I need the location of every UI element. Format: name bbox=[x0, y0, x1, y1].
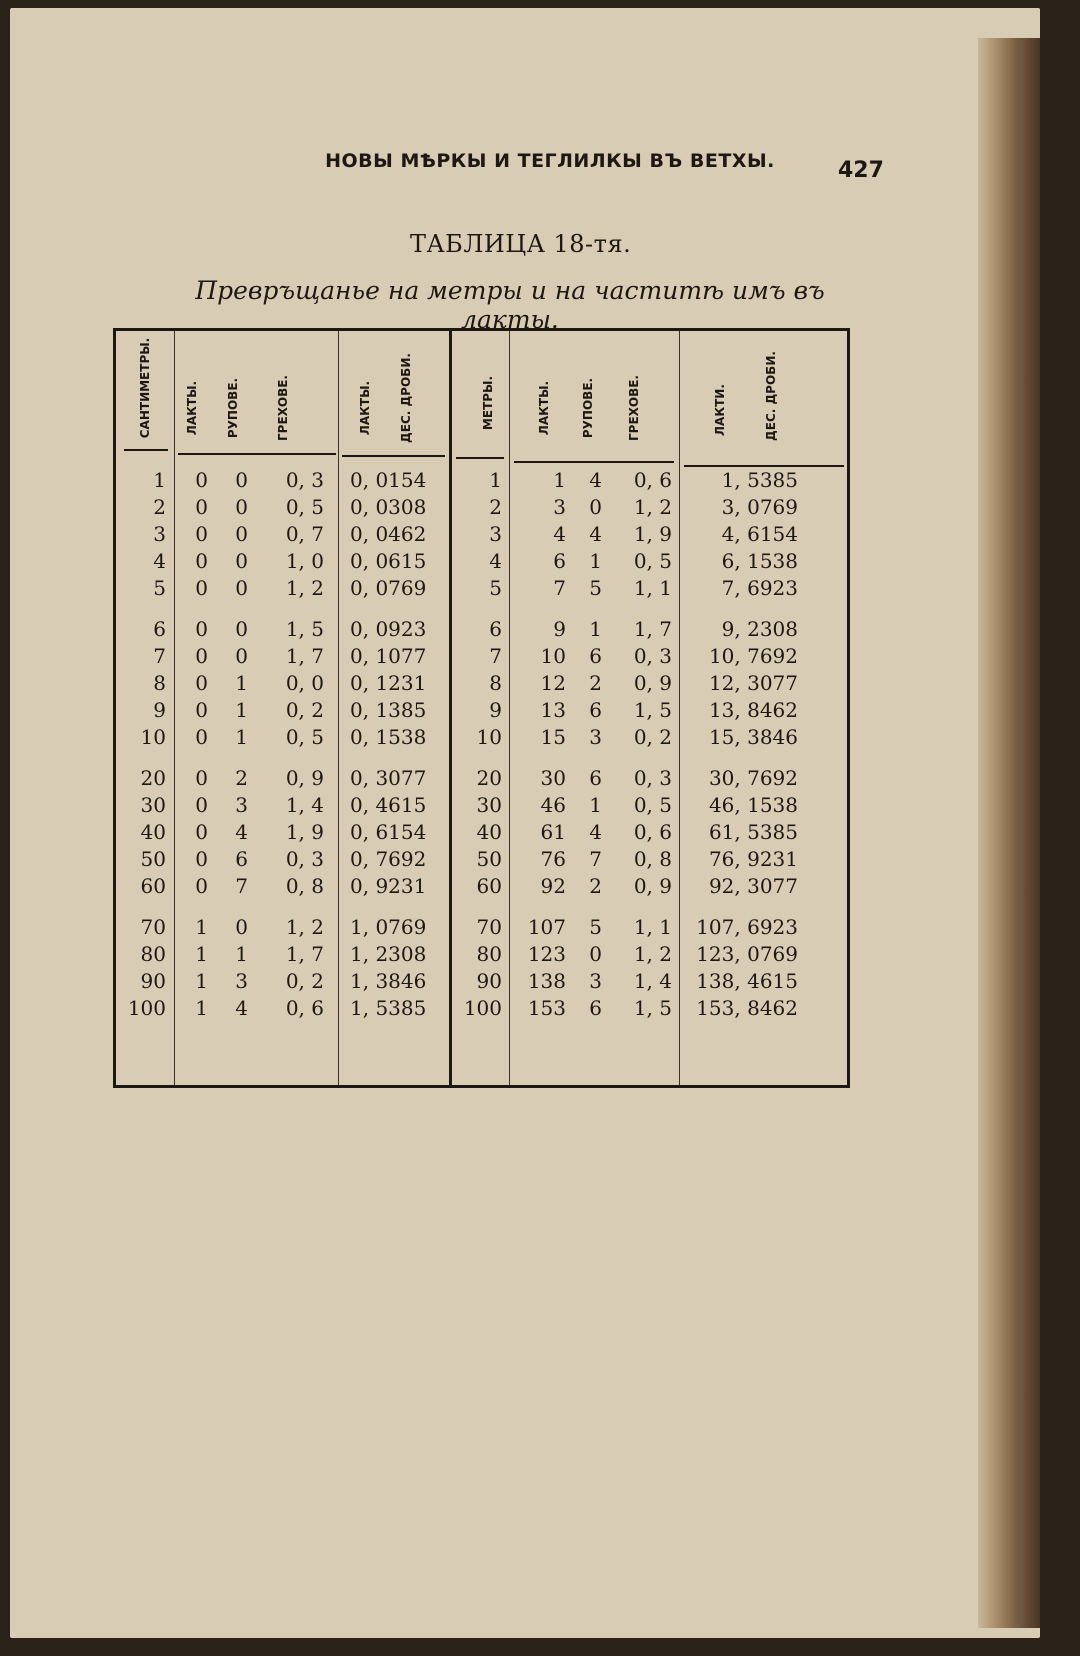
header-rule bbox=[342, 455, 445, 457]
cell-left-1: 1 bbox=[195, 996, 208, 1020]
cell-right-2: 1 bbox=[589, 549, 602, 573]
cell-right-4: 13, 8462 bbox=[708, 698, 798, 722]
cell-right-2: 1 bbox=[589, 793, 602, 817]
cell-right-0: 1 bbox=[489, 468, 502, 492]
cell-right-0: 9 bbox=[489, 698, 502, 722]
cell-left-2: 3 bbox=[235, 793, 248, 817]
cell-right-3: 0, 6 bbox=[633, 820, 672, 844]
cell-right-0: 7 bbox=[489, 644, 502, 668]
cell-left-4: 0, 9231 bbox=[350, 874, 427, 898]
cell-left-4: 0, 7692 bbox=[350, 847, 427, 871]
table-row bbox=[116, 792, 853, 819]
cell-left-1: 0 bbox=[195, 644, 208, 668]
header-lakty-2: ЛАКТЫ. bbox=[358, 380, 372, 436]
cell-left-2: 1 bbox=[235, 671, 248, 695]
cell-right-0: 90 bbox=[476, 969, 502, 993]
cell-right-2: 5 bbox=[589, 576, 602, 600]
cell-left-2: 0 bbox=[235, 576, 248, 600]
cell-right-2: 6 bbox=[589, 996, 602, 1020]
header-santimetry: САНТИМЕТРЫ. bbox=[138, 337, 152, 439]
header-grehove-2: ГРЕХОВЕ. bbox=[627, 375, 641, 441]
cell-left-0: 10 bbox=[140, 725, 166, 749]
cell-right-4: 153, 8462 bbox=[696, 996, 798, 1020]
cell-left-1: 0 bbox=[195, 522, 208, 546]
cell-right-4: 1, 5385 bbox=[721, 468, 798, 492]
cell-left-0: 1 bbox=[153, 468, 166, 492]
cell-right-1: 13 bbox=[540, 698, 566, 722]
cell-left-2: 0 bbox=[235, 644, 248, 668]
table-title: ТАБЛИЦА 18-тя. bbox=[410, 230, 632, 258]
cell-right-1: 30 bbox=[540, 766, 566, 790]
cell-left-3: 1, 4 bbox=[285, 793, 324, 817]
cell-left-4: 0, 0615 bbox=[350, 549, 427, 573]
cell-right-2: 6 bbox=[589, 698, 602, 722]
table-row bbox=[116, 616, 853, 643]
cell-left-1: 0 bbox=[195, 617, 208, 641]
cell-right-2: 6 bbox=[589, 644, 602, 668]
table-row bbox=[116, 494, 853, 521]
cell-right-3: 0, 9 bbox=[633, 671, 672, 695]
cell-left-4: 1, 0769 bbox=[350, 915, 427, 939]
cell-left-0: 70 bbox=[140, 915, 166, 939]
cell-left-4: 0, 1231 bbox=[350, 671, 427, 695]
cell-right-4: 7, 6923 bbox=[721, 576, 798, 600]
cell-right-3: 1, 5 bbox=[633, 698, 672, 722]
cell-left-2: 4 bbox=[235, 820, 248, 844]
cell-left-1: 0 bbox=[195, 847, 208, 871]
cell-left-4: 0, 1385 bbox=[350, 698, 427, 722]
cell-left-1: 1 bbox=[195, 969, 208, 993]
cell-right-0: 80 bbox=[476, 942, 502, 966]
cell-right-4: 61, 5385 bbox=[708, 820, 798, 844]
table-row bbox=[116, 873, 853, 900]
cell-left-4: 0, 4615 bbox=[350, 793, 427, 817]
cell-right-0: 3 bbox=[489, 522, 502, 546]
cell-left-2: 0 bbox=[235, 549, 248, 573]
table-subtitle: Превръщанье на метры и на частитѣ имъ въ лакты. bbox=[195, 276, 825, 334]
cell-right-0: 6 bbox=[489, 617, 502, 641]
cell-left-4: 0, 0154 bbox=[350, 468, 427, 492]
cell-right-2: 0 bbox=[589, 942, 602, 966]
cell-right-2: 6 bbox=[589, 766, 602, 790]
running-head: НОВЫ МѢРКЫ И ТЕГЛИЛКЫ ВЪ ВЕТХЫ. bbox=[325, 150, 775, 172]
header-lakty-3: ЛАКТЫ. bbox=[537, 380, 551, 436]
conversion-table bbox=[113, 328, 850, 1088]
cell-right-4: 76, 9231 bbox=[708, 847, 798, 871]
cell-left-4: 0, 6154 bbox=[350, 820, 427, 844]
header-rule bbox=[124, 449, 168, 451]
cell-right-3: 0, 3 bbox=[633, 766, 672, 790]
cell-right-1: 10 bbox=[540, 644, 566, 668]
cell-right-4: 30, 7692 bbox=[708, 766, 798, 790]
cell-left-3: 0, 9 bbox=[285, 766, 324, 790]
cell-right-3: 0, 6 bbox=[633, 468, 672, 492]
cell-left-4: 1, 2308 bbox=[350, 942, 427, 966]
cell-left-3: 1, 7 bbox=[285, 942, 324, 966]
cell-right-3: 0, 8 bbox=[633, 847, 672, 871]
cell-right-4: 6, 1538 bbox=[721, 549, 798, 573]
header-rupove: РУПОВЕ. bbox=[226, 377, 240, 439]
cell-right-3: 1, 9 bbox=[633, 522, 672, 546]
cell-right-2: 4 bbox=[589, 468, 602, 492]
cell-right-2: 4 bbox=[589, 522, 602, 546]
cell-right-1: 6 bbox=[553, 549, 566, 573]
cell-left-3: 0, 5 bbox=[285, 495, 324, 519]
cell-left-2: 0 bbox=[235, 915, 248, 939]
cell-left-0: 4 bbox=[153, 549, 166, 573]
header-rule bbox=[456, 457, 504, 459]
cell-right-2: 3 bbox=[589, 969, 602, 993]
cell-left-0: 30 bbox=[140, 793, 166, 817]
cell-right-0: 50 bbox=[476, 847, 502, 871]
cell-left-4: 0, 0769 bbox=[350, 576, 427, 600]
cell-left-3: 1, 9 bbox=[285, 820, 324, 844]
cell-right-0: 20 bbox=[476, 766, 502, 790]
cell-right-3: 0, 5 bbox=[633, 549, 672, 573]
cell-left-3: 1, 7 bbox=[285, 644, 324, 668]
table-row bbox=[116, 941, 853, 968]
cell-left-3: 0, 6 bbox=[285, 996, 324, 1020]
cell-right-0: 10 bbox=[476, 725, 502, 749]
cell-left-0: 5 bbox=[153, 576, 166, 600]
header-des-drobi: ДЕС. ДРОБИ. bbox=[399, 353, 413, 443]
table-row bbox=[116, 724, 853, 751]
cell-left-2: 6 bbox=[235, 847, 248, 871]
cell-right-0: 70 bbox=[476, 915, 502, 939]
cell-right-0: 30 bbox=[476, 793, 502, 817]
table-row bbox=[116, 670, 853, 697]
cell-left-4: 1, 5385 bbox=[350, 996, 427, 1020]
cell-left-2: 0 bbox=[235, 495, 248, 519]
cell-right-3: 1, 1 bbox=[633, 576, 672, 600]
cell-left-4: 0, 0923 bbox=[350, 617, 427, 641]
cell-left-4: 1, 3846 bbox=[350, 969, 427, 993]
cell-left-4: 0, 1538 bbox=[350, 725, 427, 749]
cell-left-0: 50 bbox=[140, 847, 166, 871]
cell-left-2: 1 bbox=[235, 698, 248, 722]
cell-right-2: 4 bbox=[589, 820, 602, 844]
cell-right-3: 0, 5 bbox=[633, 793, 672, 817]
cell-right-0: 8 bbox=[489, 671, 502, 695]
cell-left-2: 0 bbox=[235, 617, 248, 641]
cell-right-1: 1 bbox=[553, 468, 566, 492]
cell-left-3: 0, 3 bbox=[285, 468, 324, 492]
cell-right-0: 2 bbox=[489, 495, 502, 519]
header-des-drobi-2: ДЕС. ДРОБИ. bbox=[764, 351, 778, 441]
table-row bbox=[116, 819, 853, 846]
cell-right-3: 1, 4 bbox=[633, 969, 672, 993]
cell-right-1: 4 bbox=[553, 522, 566, 546]
cell-right-2: 1 bbox=[589, 617, 602, 641]
cell-right-1: 61 bbox=[540, 820, 566, 844]
cell-left-1: 0 bbox=[195, 576, 208, 600]
cell-right-1: 123 bbox=[527, 942, 566, 966]
cell-left-3: 1, 5 bbox=[285, 617, 324, 641]
cell-left-0: 2 bbox=[153, 495, 166, 519]
cell-left-2: 1 bbox=[235, 725, 248, 749]
cell-left-4: 0, 3077 bbox=[350, 766, 427, 790]
table-row bbox=[116, 697, 853, 724]
cell-right-3: 1, 7 bbox=[633, 617, 672, 641]
table-row bbox=[116, 521, 853, 548]
cell-left-3: 0, 2 bbox=[285, 698, 324, 722]
cell-right-1: 7 bbox=[553, 576, 566, 600]
cell-right-4: 3, 0769 bbox=[721, 495, 798, 519]
cell-right-1: 107 bbox=[527, 915, 566, 939]
table-row bbox=[116, 914, 853, 941]
cell-left-0: 7 bbox=[153, 644, 166, 668]
cell-right-2: 0 bbox=[589, 495, 602, 519]
cell-left-3: 0, 5 bbox=[285, 725, 324, 749]
header-rule bbox=[178, 453, 336, 455]
cell-right-0: 40 bbox=[476, 820, 502, 844]
cell-left-1: 0 bbox=[195, 671, 208, 695]
cell-left-0: 100 bbox=[127, 996, 166, 1020]
cell-right-4: 15, 3846 bbox=[708, 725, 798, 749]
cell-right-4: 123, 0769 bbox=[696, 942, 798, 966]
cell-left-2: 7 bbox=[235, 874, 248, 898]
cell-left-2: 0 bbox=[235, 468, 248, 492]
cell-left-0: 40 bbox=[140, 820, 166, 844]
cell-left-1: 0 bbox=[195, 820, 208, 844]
cell-left-1: 0 bbox=[195, 468, 208, 492]
header-rupove-2: РУПОВЕ. bbox=[581, 377, 595, 439]
table-row bbox=[116, 968, 853, 995]
cell-right-0: 60 bbox=[476, 874, 502, 898]
cell-right-2: 3 bbox=[589, 725, 602, 749]
cell-left-1: 1 bbox=[195, 942, 208, 966]
cell-left-1: 0 bbox=[195, 549, 208, 573]
cell-left-2: 2 bbox=[235, 766, 248, 790]
cell-right-3: 0, 3 bbox=[633, 644, 672, 668]
table-row bbox=[116, 575, 853, 602]
header-metry: МЕТРЫ. bbox=[481, 375, 495, 431]
cell-left-1: 0 bbox=[195, 725, 208, 749]
cell-right-1: 3 bbox=[553, 495, 566, 519]
cell-left-2: 4 bbox=[235, 996, 248, 1020]
cell-right-1: 138 bbox=[527, 969, 566, 993]
cell-right-0: 4 bbox=[489, 549, 502, 573]
cell-left-4: 0, 0462 bbox=[350, 522, 427, 546]
table-row bbox=[116, 765, 853, 792]
cell-right-4: 4, 6154 bbox=[721, 522, 798, 546]
cell-left-0: 9 bbox=[153, 698, 166, 722]
header-rule bbox=[514, 461, 674, 463]
cell-right-4: 10, 7692 bbox=[708, 644, 798, 668]
cell-right-2: 2 bbox=[589, 874, 602, 898]
cell-left-3: 0, 7 bbox=[285, 522, 324, 546]
table-row bbox=[116, 548, 853, 575]
cell-left-0: 60 bbox=[140, 874, 166, 898]
cell-left-1: 0 bbox=[195, 698, 208, 722]
cell-right-0: 100 bbox=[463, 996, 502, 1020]
cell-left-1: 0 bbox=[195, 793, 208, 817]
cell-left-4: 0, 0308 bbox=[350, 495, 427, 519]
cell-right-1: 92 bbox=[540, 874, 566, 898]
table-row bbox=[116, 846, 853, 873]
cell-right-1: 46 bbox=[540, 793, 566, 817]
cell-right-4: 9, 2308 bbox=[721, 617, 798, 641]
cell-right-4: 92, 3077 bbox=[708, 874, 798, 898]
cell-right-3: 0, 2 bbox=[633, 725, 672, 749]
cell-left-3: 1, 2 bbox=[285, 576, 324, 600]
cell-right-3: 1, 1 bbox=[633, 915, 672, 939]
cell-left-3: 0, 3 bbox=[285, 847, 324, 871]
cell-right-2: 5 bbox=[589, 915, 602, 939]
cell-left-3: 1, 0 bbox=[285, 549, 324, 573]
header-lakti: ЛАКТИ. bbox=[713, 384, 727, 436]
page-number: 427 bbox=[838, 158, 884, 183]
cell-right-3: 1, 2 bbox=[633, 495, 672, 519]
cell-left-0: 20 bbox=[140, 766, 166, 790]
table-row bbox=[116, 643, 853, 670]
cell-left-1: 0 bbox=[195, 766, 208, 790]
cell-right-1: 12 bbox=[540, 671, 566, 695]
cell-left-3: 1, 2 bbox=[285, 915, 324, 939]
cell-left-3: 0, 0 bbox=[285, 671, 324, 695]
cell-right-3: 1, 2 bbox=[633, 942, 672, 966]
cell-left-0: 3 bbox=[153, 522, 166, 546]
cell-left-1: 0 bbox=[195, 495, 208, 519]
header-lakty: ЛАКТЫ. bbox=[185, 380, 199, 436]
cell-left-0: 90 bbox=[140, 969, 166, 993]
cell-left-1: 1 bbox=[195, 915, 208, 939]
cell-right-0: 5 bbox=[489, 576, 502, 600]
cell-right-4: 12, 3077 bbox=[708, 671, 798, 695]
cell-right-3: 0, 9 bbox=[633, 874, 672, 898]
book-page bbox=[10, 8, 1040, 1638]
cell-left-4: 0, 1077 bbox=[350, 644, 427, 668]
cell-left-2: 0 bbox=[235, 522, 248, 546]
cell-right-2: 2 bbox=[589, 671, 602, 695]
cell-left-3: 0, 8 bbox=[285, 874, 324, 898]
cell-left-3: 0, 2 bbox=[285, 969, 324, 993]
cell-right-1: 76 bbox=[540, 847, 566, 871]
page-edge bbox=[978, 38, 1040, 1628]
cell-right-2: 7 bbox=[589, 847, 602, 871]
cell-right-1: 153 bbox=[527, 996, 566, 1020]
cell-right-3: 1, 5 bbox=[633, 996, 672, 1020]
cell-left-0: 8 bbox=[153, 671, 166, 695]
cell-right-1: 15 bbox=[540, 725, 566, 749]
table-row bbox=[116, 995, 853, 1022]
cell-right-4: 138, 4615 bbox=[696, 969, 798, 993]
cell-left-2: 3 bbox=[235, 969, 248, 993]
cell-right-1: 9 bbox=[553, 617, 566, 641]
cell-left-0: 80 bbox=[140, 942, 166, 966]
cell-right-4: 107, 6923 bbox=[696, 915, 798, 939]
header-grehove: ГРЕХОВЕ. bbox=[276, 375, 290, 441]
cell-left-1: 0 bbox=[195, 874, 208, 898]
cell-left-0: 6 bbox=[153, 617, 166, 641]
cell-left-2: 1 bbox=[235, 942, 248, 966]
cell-right-4: 46, 1538 bbox=[708, 793, 798, 817]
table-row bbox=[116, 467, 853, 494]
